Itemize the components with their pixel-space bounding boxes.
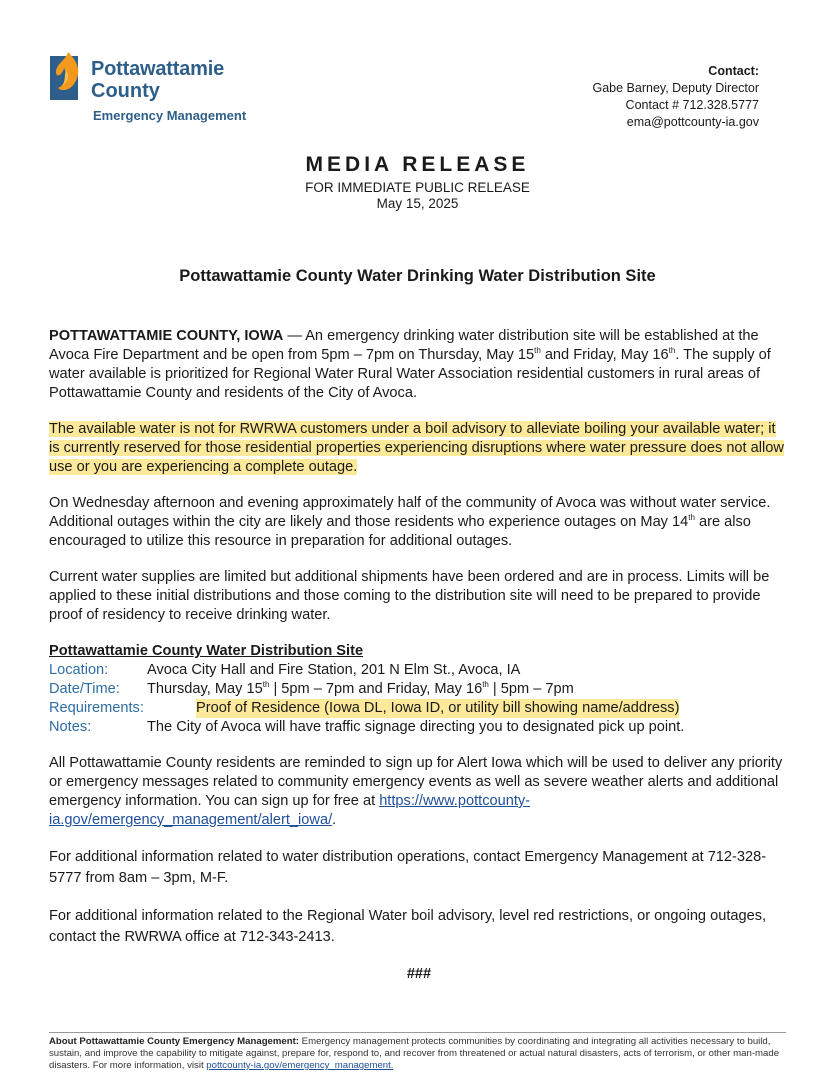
logo-subtitle: Emergency Management [93, 108, 247, 123]
distribution-site-section [49, 642, 789, 737]
notes-label: Notes: [49, 719, 92, 735]
paragraph-alert-iowa: All Pottawattamie County residents are reminded to sign up for Alert Iowa which will be used to deliver any priority or emergency messages related to community emergency events as well as severe weather alerts and additional emergency information. You can sign up for free at https://www.pottcounty-ia.gov/emergency_management/alert_iowa/. [49, 755, 783, 828]
logo-name-line1: Pottawattamie [91, 58, 224, 80]
paragraph-intro: POTTAWATTAMIE COUNTY, IOWA — An emergency drinking water distribution site will be established at the Avoca Fire Department and be open from 5pm – 7pm on Thursday, May 15th and Friday, May 16th. The supply of water available is prioritized for Regional Water Rural Water Association residential customers in rural areas of Pottawattamie County and residents of the City of Avoca. [49, 328, 771, 401]
release-subtitle: FOR IMMEDIATE PUBLIC RELEASE [305, 180, 530, 195]
site-datetime-row [49, 680, 789, 699]
release-subtitle-block [0, 180, 835, 212]
highlighted-notice: The available water is not for RWRWA customers under a boil advisory to alleviate boiling your available water; it is currently reserved for those residential properties experiencing disruptions where water pressure does not allow use or you are experiencing a complete outage. [49, 421, 784, 475]
paragraph-ema-contact: For additional information related to water distribution operations, contact Emergency Management at 712-328-5777 from 8am – 3pm, M-F. [49, 849, 767, 886]
contact-heading: Contact: [708, 64, 759, 78]
contact-email[interactable]: ema@pottcounty-ia.gov [626, 115, 759, 129]
end-mark: ### [406, 966, 432, 982]
site-location-row [49, 661, 789, 680]
site-notes-row [49, 718, 789, 737]
location-value: Avoca City Hall and Fire Station, 201 N Elm St., Avoca, IA [147, 662, 521, 678]
alert-iowa-link[interactable]: https://www.pottcounty-ia.gov/emergency_management/alert_iowa/ [49, 793, 531, 828]
county-logo [48, 50, 278, 125]
paragraph-rwrwa-contact: For additional information related to the Regional Water boil advisory, level red restrictions, or ongoing outages, contact the RWRWA office at 712-343-2413. [49, 908, 767, 945]
footer-link[interactable]: pottcounty-ia.gov/emergency_management. [206, 1060, 394, 1071]
paragraph-outages: On Wednesday afternoon and evening approximately half of the community of Avoca was without water service. Additional outages within the city are likely and those residents who experience outages on May 14th are also encouraged to utilize this resource in preparation for additional outages. [49, 495, 771, 549]
paragraph-highlighted-notice [49, 420, 789, 477]
contact-name: Gabe Barney, Deputy Director [592, 81, 759, 95]
notes-value: The City of Avoca will have traffic signage directing you to designated pick up point. [147, 719, 685, 735]
paragraph-supplies: Current water supplies are limited but additional shipments have been ordered and are in process. Limits will be applied to these initial distributions and those coming to the distribution site will need to be prepared to provide proof of residency to receive drinking water. [49, 569, 770, 623]
site-requirements-row [49, 699, 789, 718]
headline: Pottawattamie County Water Drinking Water Distribution Site [179, 267, 656, 285]
release-date: May 15, 2025 [376, 196, 459, 211]
flame-shield-icon [48, 50, 88, 105]
release-title: MEDIA RELEASE [305, 153, 530, 176]
requirements-label: Requirements: [49, 700, 144, 716]
datetime-value: Thursday, May 15th | 5pm – 7pm and Friday, May 16th | 5pm – 7pm [147, 680, 574, 697]
datetime-label: Date/Time: [49, 681, 120, 697]
location-label: Location: [49, 662, 109, 678]
logo-name-line2: County [91, 80, 160, 102]
article-body [49, 327, 789, 984]
footer-about: About Pottawattamie County Emergency Management: Emergency management protects communities by coordinating and integrating all activities necessary to build, sustain, and improve the capability to mitigate against, prepare for, respond to, and recover from threatened or actual natural disasters, acts of terrorism, or other man-made disasters. For more information, visit pottcounty-ia.gov/emergency_management. [49, 1032, 786, 1072]
dateline: POTTAWATTAMIE COUNTY, IOWA [49, 328, 284, 344]
contact-block [592, 63, 759, 131]
footer-heading: About Pottawattamie County Emergency Management: [49, 1036, 300, 1047]
requirements-value: Proof of Residence (Iowa DL, Iowa ID, or utility bill showing name/address) [196, 700, 680, 716]
contact-phone: Contact # 712.328.5777 [625, 98, 759, 112]
site-section-title: Pottawattamie County Water Distribution Site [49, 643, 364, 659]
